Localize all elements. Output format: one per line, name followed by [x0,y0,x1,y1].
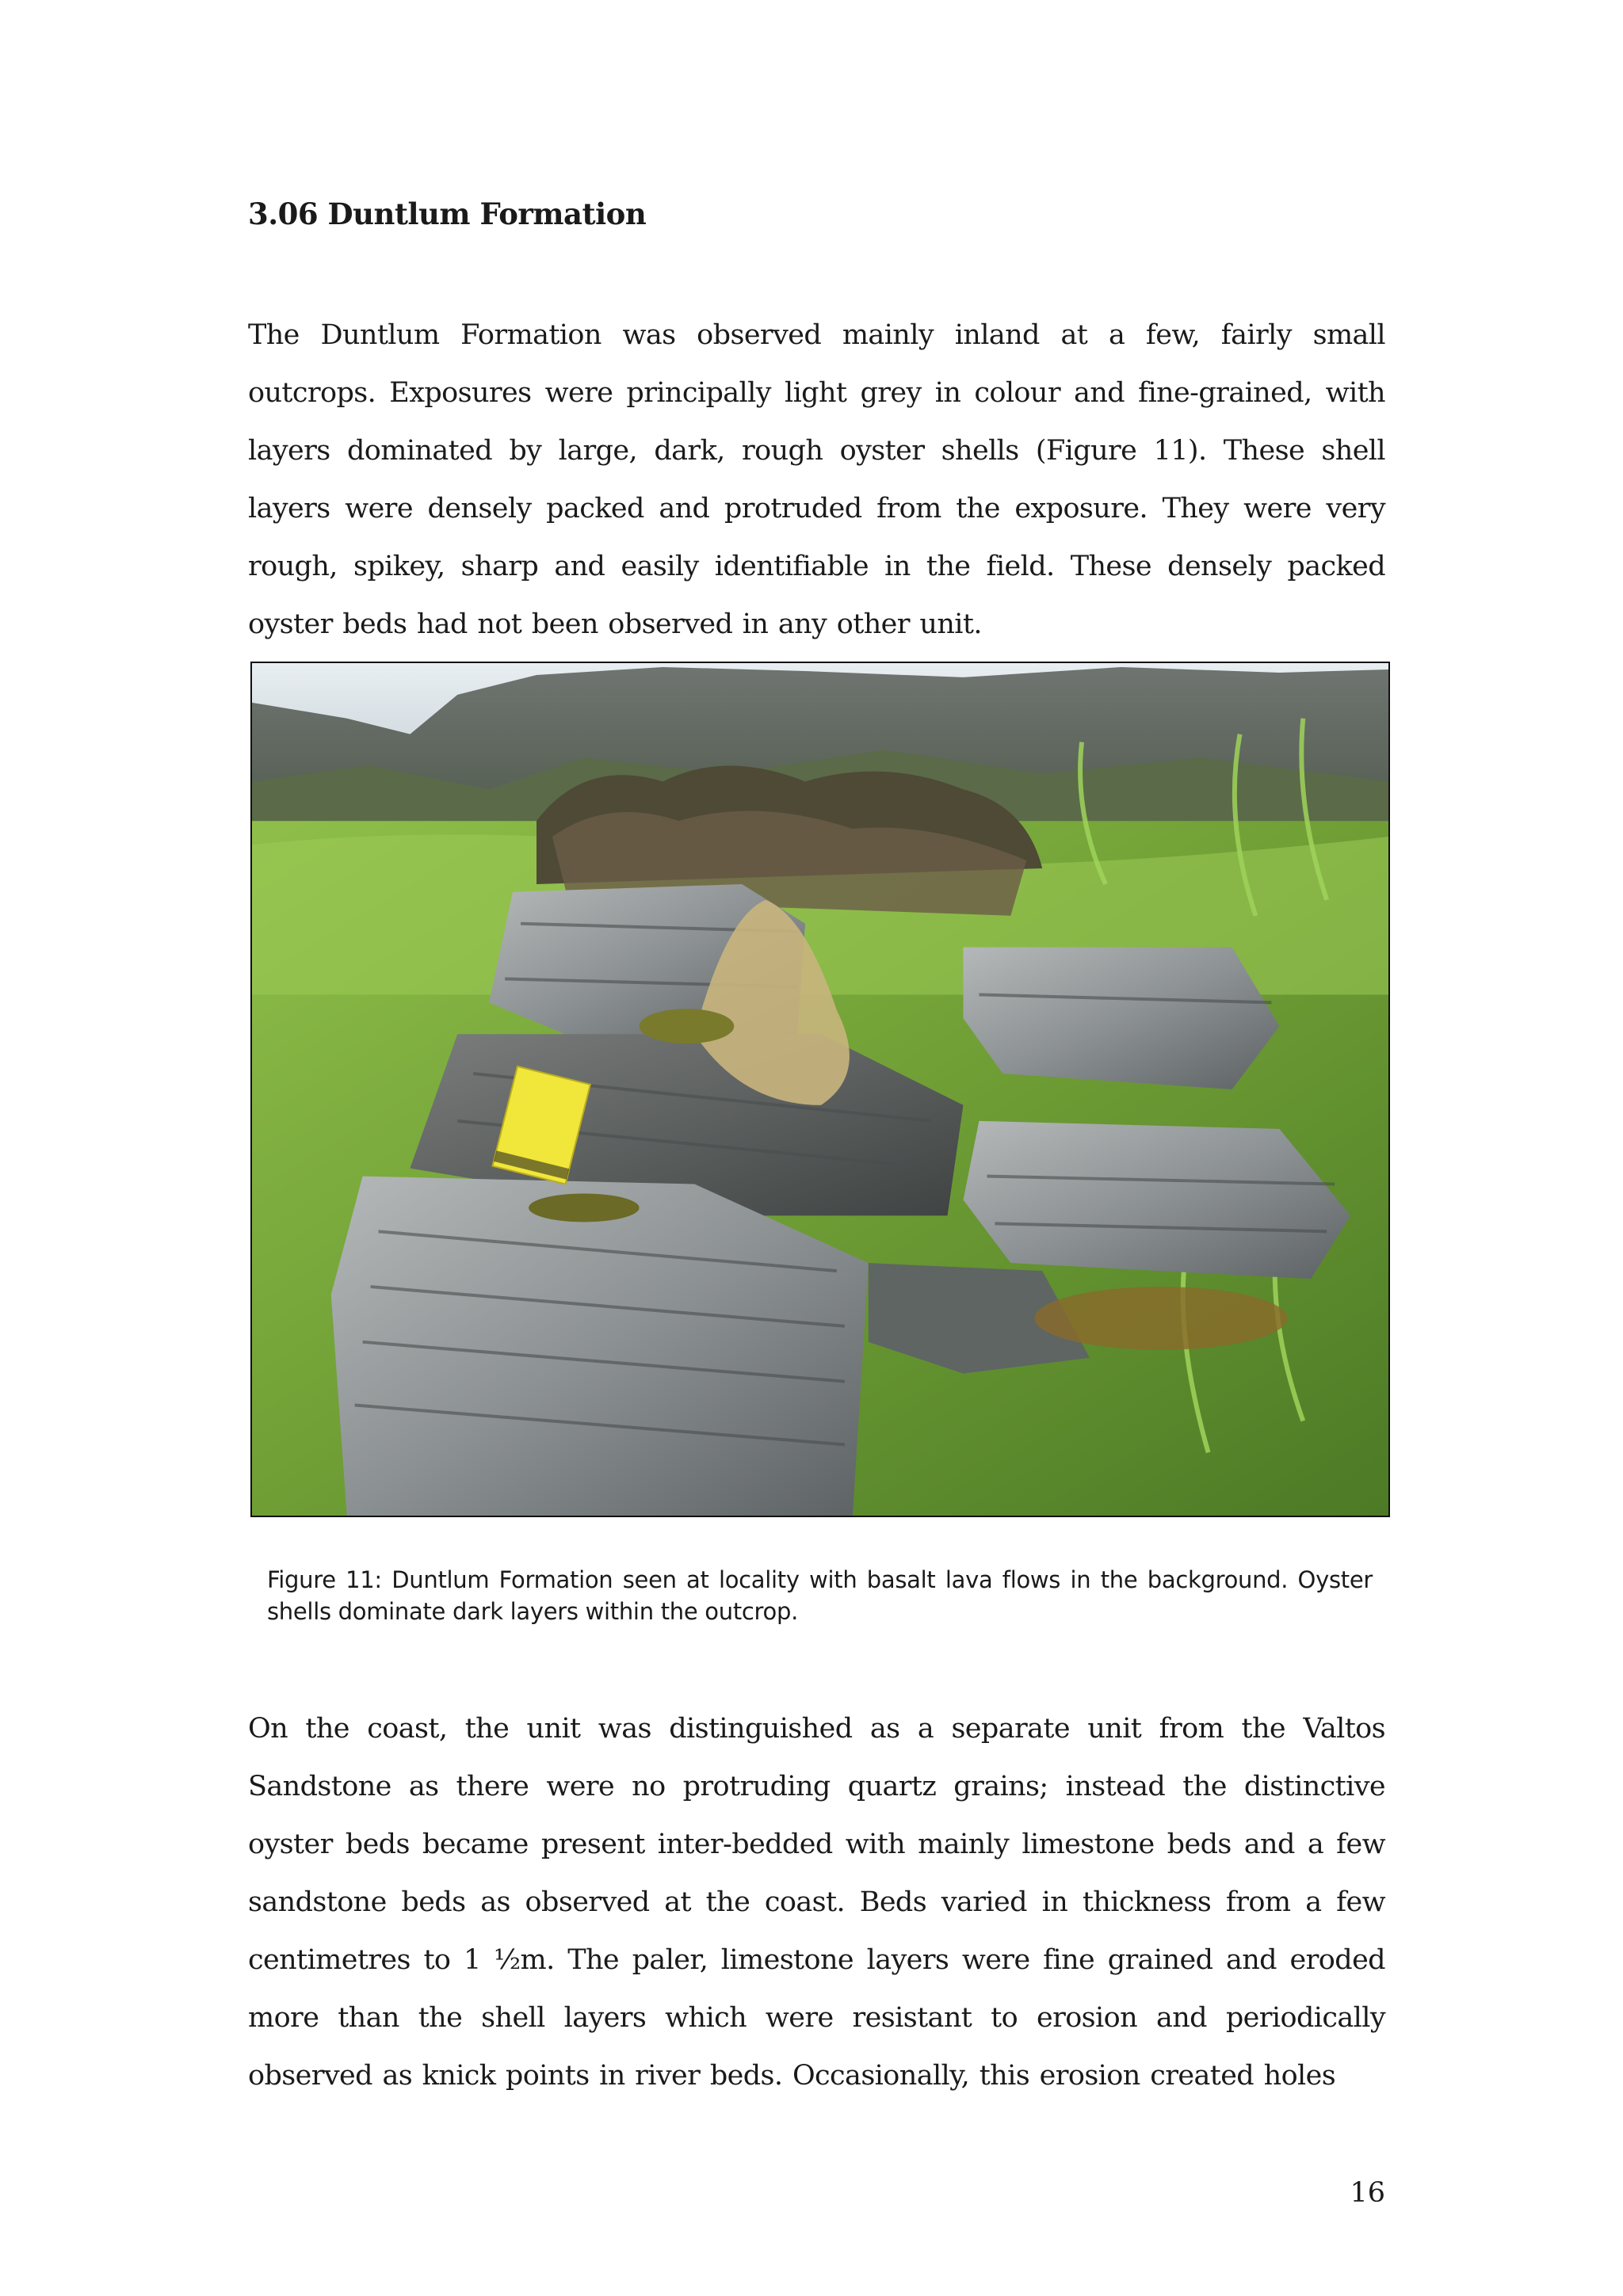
figure-caption: Figure 11: Duntlum Formation seen at locality with basalt lava flows in the background. Oyster shells dominate dark layers within the outcrop. [267,1566,1373,1625]
outcrop-photo-illustration [252,663,1388,1516]
page-number: 16 [1350,2177,1385,2209]
body-paragraph-2: On the coast, the unit was distinguished as a separate unit from the Valtos Sandstone as there were no protruding quartz grains; instead the distinctive oyster beds became present inter-bedded with mainly limestone beds and a few sandstone beds as observed at the coast. Beds varied in thickness from a few centimetres to 1 ½m. The paler, limestone layers were fine grained and eroded more than the shell layers which were resistant to erosion and periodically observed as knick points in river beds. Occasionally, this erosion created holes [248,1713,1385,2092]
body-paragraph-1: The Duntlum Formation was observed mainly inland at a few, fairly small outcrops. Exposures were principally light grey in colour and fine-grained, with layers dominated by large, dark, rough oyster shells (Figure 11). These shell layers were densely packed and protruded from the exposure. They were very rough, spikey, sharp and easily identifiable in the field. These densely packed oyster beds had not been observed in any other unit. [248,319,1385,640]
figure-photo [250,662,1390,1517]
section-heading: 3.06 Duntlum Formation [248,196,647,231]
